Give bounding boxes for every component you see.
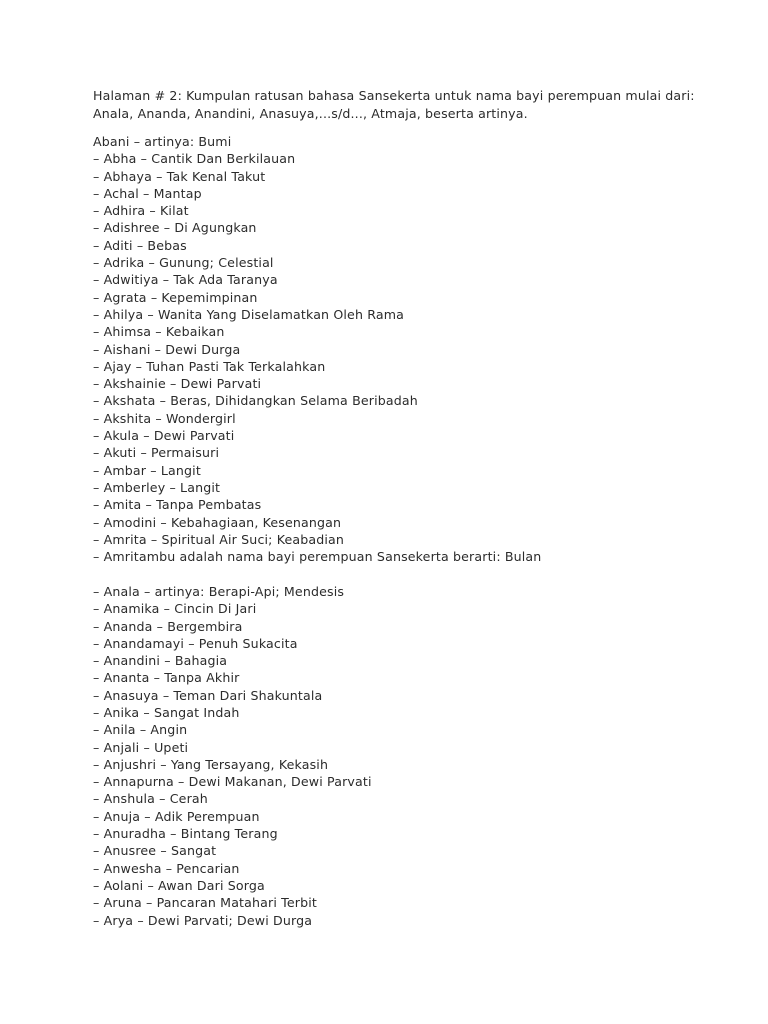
name-group-2	[93, 583, 733, 929]
name-entry: – Anamika – Cincin Di Jari	[93, 601, 257, 617]
name-entry: – Akshata – Beras, Dihidangkan Selama Beribadah	[93, 393, 418, 409]
name-entry: – Akula – Dewi Parvati	[93, 428, 235, 444]
name-entry: – Aolani – Awan Dari Sorga	[93, 877, 265, 893]
name-entry: – Ambar – Langit	[93, 462, 201, 478]
name-entry: – Ananta – Tanpa Akhir	[93, 670, 240, 686]
group-spacer	[93, 565, 733, 583]
name-entry: – Adhira – Kilat	[93, 203, 189, 219]
name-entry: – Adishree – Di Agungkan	[93, 220, 257, 236]
name-entry: – Adrika – Gunung; Celestial	[93, 255, 274, 271]
name-entry: – Anika – Sangat Indah	[93, 705, 240, 720]
document-page	[93, 87, 733, 929]
name-entry: – Anandamayi – Penuh Sukacita	[93, 635, 298, 651]
name-entry: – Anwesha – Pencarian	[93, 860, 240, 876]
name-entry: – Anila – Angin	[93, 722, 188, 738]
name-entry: – Achal – Mantap	[93, 185, 202, 201]
name-entry: – Anjushri – Yang Tersayang, Kekasih	[93, 756, 329, 772]
name-entry: – Anjali – Upeti	[93, 739, 189, 755]
name-entry: – Anuradha – Bintang Terang	[93, 826, 278, 842]
name-entry: – Annapurna – Dewi Makanan, Dewi Parvati	[93, 774, 372, 790]
name-entry: – Akshainie – Dewi Parvati	[93, 376, 262, 392]
name-entry: – Abha – Cantik Dan Berkilauan	[93, 151, 296, 167]
name-entry: – Ajay – Tuhan Pasti Tak Terkalahkan	[93, 358, 326, 374]
name-list	[93, 133, 733, 929]
name-entry: – Anala – artinya: Berapi-Api; Mendesis	[93, 583, 345, 599]
name-entry: Abani – artinya: Bumi	[93, 134, 232, 149]
name-entry: – Aruna – Pancaran Matahari Terbit	[93, 895, 317, 911]
name-entry: – Anusree – Sangat	[93, 843, 217, 859]
intro-paragraph: Halaman # 2: Kumpulan ratusan bahasa Sansekerta untuk nama bayi perempuan mulai dari: Anala, Ananda, Anandini, Anasuya,...s/d..., Atmaja, beserta artinya.	[93, 88, 695, 121]
name-entry: – Amberley – Langit	[93, 479, 221, 495]
name-entry: – Anasuya – Teman Dari Shakuntala	[93, 687, 323, 703]
name-entry: – Ananda – Bergembira	[93, 618, 243, 634]
name-entry: – Anandini – Bahagia	[93, 653, 228, 669]
name-entry: – Aditi – Bebas	[93, 237, 187, 253]
name-entry: – Adwitiya – Tak Ada Taranya	[93, 272, 278, 288]
name-entry: – Amita – Tanpa Pembatas	[93, 497, 262, 513]
name-entry: – Aishani – Dewi Durga	[93, 341, 241, 357]
name-entry: – Arya – Dewi Parvati; Dewi Durga	[93, 912, 313, 928]
name-entry: – Ahilya – Wanita Yang Diselamatkan Oleh Rama	[93, 306, 405, 322]
name-entry: – Abhaya – Tak Kenal Takut	[93, 168, 266, 184]
name-entry: – Amrita – Spiritual Air Suci; Keabadian	[93, 531, 345, 547]
name-entry: – Anshula – Cerah	[93, 791, 208, 807]
name-entry: – Akshita – Wondergirl	[93, 410, 236, 426]
name-entry: – Amodini – Kebahagiaan, Kesenangan	[93, 514, 342, 530]
name-entry: – Ahimsa – Kebaikan	[93, 324, 225, 340]
name-entry: – Amritambu adalah nama bayi perempuan Sansekerta berarti: Bulan	[93, 549, 542, 565]
name-group-1	[93, 133, 733, 565]
name-entry: – Akuti – Permaisuri	[93, 445, 220, 461]
name-entry: – Anuja – Adik Perempuan	[93, 808, 260, 824]
name-entry: – Agrata – Kepemimpinan	[93, 289, 258, 305]
